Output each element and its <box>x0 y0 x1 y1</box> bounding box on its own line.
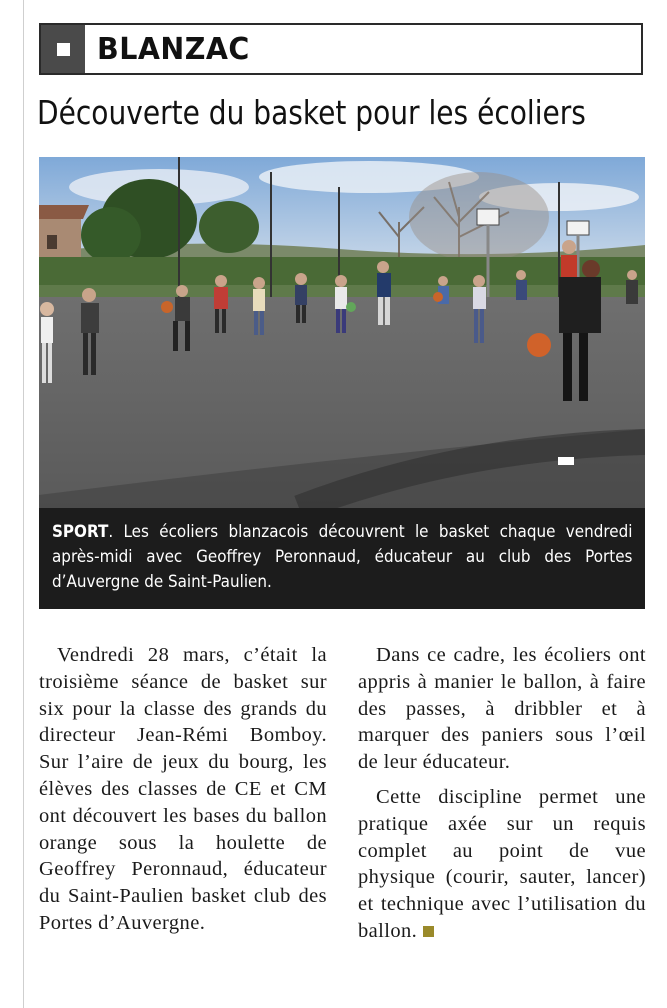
photo-caption <box>39 508 645 609</box>
body-paragraph: Vendredi 28 mars, c’était la troisième séance de basket sur six pour la classe des grands du directeur Jean-Rémi Bomboy. Sur l’aire de jeux du bourg, les élèves des classes de CE et CM ont découvert les bases du ballon orange sous la houlette de Geoffrey Peronnaud, éducateur du Saint-Paulien basket club des Portes d’Auvergne. <box>39 644 327 934</box>
body-paragraph-text: Cette discipline permet une pratique axée sur un requis complet au point de vue physique (courir, sauter, lancer) et technique avec l’utilisation du ballon. <box>358 785 646 942</box>
column-rule <box>23 0 24 1008</box>
caption-text: . Les écoliers blanzacois découvrent le basket chaque vendredi après-midi avec Geoffrey Peronnaud, éducateur au club des Portes d’Auvergne de Saint-Paulien. <box>52 522 633 592</box>
article-photo <box>39 157 645 508</box>
body-column-right <box>358 642 646 953</box>
article-headline: Découverte du basket pour les écoliers <box>37 93 586 132</box>
body-column-left <box>39 642 327 945</box>
end-of-article-mark <box>423 926 434 937</box>
section-title: BLANZAC <box>97 31 250 67</box>
body-paragraph: Dans ce cadre, les écoliers ont appris à manier le ballon, à faire des passes, à dribbler et à marquer des paniers sous l’œil de leur éducateur. <box>358 644 646 774</box>
body-paragraph-last <box>358 784 646 945</box>
section-square-icon <box>41 25 85 73</box>
caption-lead: SPORT <box>52 522 109 542</box>
section-header <box>39 23 643 75</box>
